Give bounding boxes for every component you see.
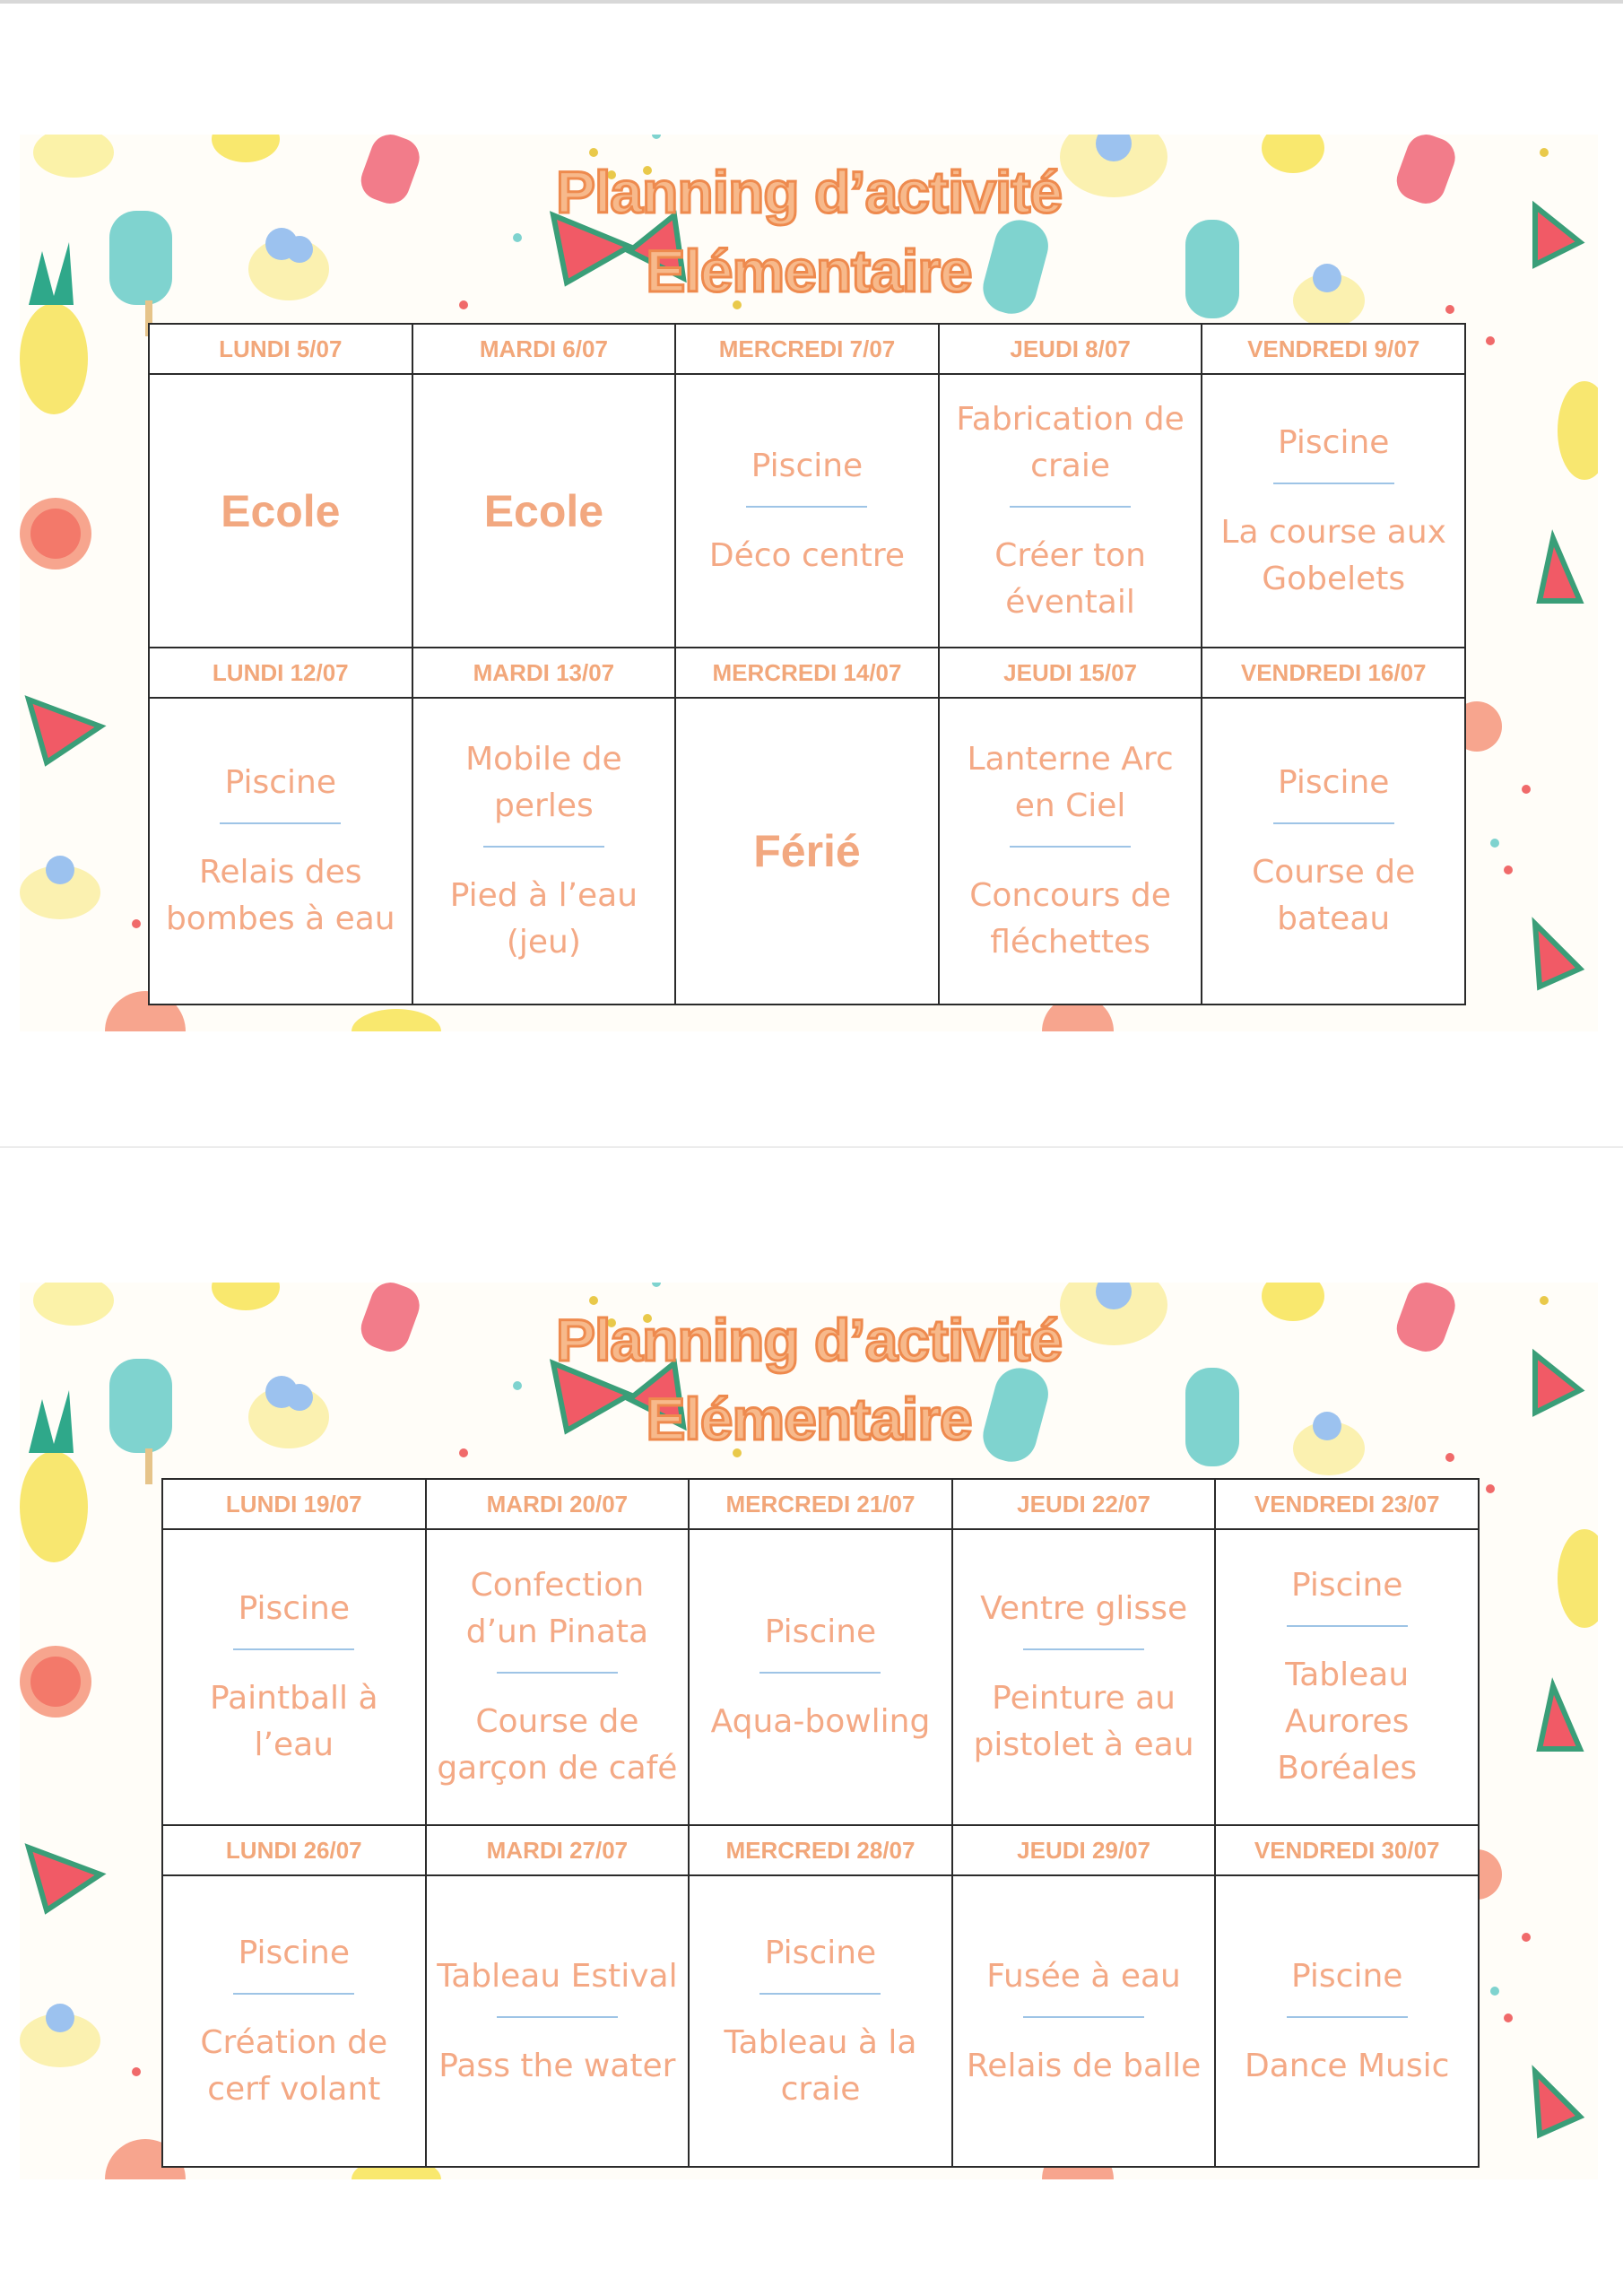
activity-morning: Piscine bbox=[764, 1613, 877, 1650]
grapefruit-icon bbox=[20, 498, 91, 570]
cupcake-icon bbox=[20, 2004, 100, 2067]
activity-afternoon: Concours de fléchettes bbox=[969, 877, 1171, 961]
activity-morning: Confection d’un Pinata bbox=[465, 1567, 649, 1650]
activity-morning: Piscine bbox=[224, 764, 337, 801]
pineapple-icon bbox=[1558, 381, 1598, 480]
activity-morning: Ventre glisse bbox=[980, 1590, 1188, 1627]
day-header: VENDREDI 9/07 bbox=[1202, 324, 1465, 374]
day-header: MERCREDI 14/07 bbox=[675, 648, 939, 698]
activity-morning: Piscine bbox=[764, 1934, 877, 1971]
activity-cell bbox=[1202, 374, 1465, 648]
day-header: MERCREDI 7/07 bbox=[675, 324, 939, 374]
activity-cell bbox=[426, 1875, 690, 2167]
day-header: LUNDI 19/07 bbox=[162, 1479, 426, 1529]
pineapple-icon bbox=[1558, 1529, 1598, 1628]
activity-row bbox=[149, 698, 1465, 1004]
activity-separator bbox=[1023, 1648, 1144, 1650]
activity-cell bbox=[952, 1529, 1216, 1825]
activity-separator bbox=[1287, 1625, 1408, 1627]
activity-afternoon: Déco centre bbox=[708, 536, 906, 574]
lemon-icon bbox=[352, 1009, 441, 1031]
activity-separator bbox=[233, 1648, 354, 1650]
activity-cell bbox=[1215, 1529, 1479, 1825]
activity-afternoon: Paintball à l’eau bbox=[210, 1680, 378, 1763]
activity-afternoon: Pass the water bbox=[438, 2047, 676, 2084]
activity-morning: Fusée à eau bbox=[986, 1957, 1181, 1995]
activity-separator bbox=[497, 1672, 618, 1674]
page-subtitle: Elémentaire bbox=[646, 238, 972, 304]
activity-cell bbox=[162, 1875, 426, 2167]
cupcake-icon bbox=[20, 856, 100, 919]
activity-morning: Mobile de perles bbox=[465, 741, 622, 824]
day-header: MARDI 27/07 bbox=[426, 1825, 690, 1875]
watermelon-icon bbox=[1540, 538, 1580, 601]
day-header: MERCREDI 28/07 bbox=[689, 1825, 952, 1875]
activity-separator bbox=[1023, 2016, 1144, 2018]
activity-cell bbox=[675, 374, 939, 648]
watermelon-icon bbox=[29, 700, 100, 762]
activity-afternoon: Relais de balle bbox=[966, 2047, 1202, 2084]
activity-row bbox=[149, 374, 1465, 648]
watermelon-icon bbox=[1540, 1686, 1580, 1749]
activity-cell bbox=[1202, 698, 1465, 1004]
activity-afternoon: Dance Music bbox=[1244, 2047, 1450, 2084]
page-title: Planning d’activité bbox=[555, 1307, 1063, 1373]
activity-cell bbox=[952, 1875, 1216, 2167]
day-header: LUNDI 5/07 bbox=[149, 324, 412, 374]
activity-morning: Fabrication de craie bbox=[956, 400, 1185, 484]
activity-morning: Piscine bbox=[1277, 423, 1390, 461]
day-header: JEUDI 8/07 bbox=[939, 324, 1202, 374]
header-row bbox=[149, 324, 1465, 374]
activity-morning: Piscine bbox=[1290, 1567, 1403, 1604]
activity-cell bbox=[412, 374, 676, 648]
activity-separator bbox=[1010, 846, 1131, 848]
activity-morning: Piscine bbox=[751, 447, 864, 484]
activity-afternoon: Création de cerf volant bbox=[200, 2023, 388, 2108]
activity-afternoon: Tableau Aurores Boréales bbox=[1277, 1657, 1418, 1787]
day-header: VENDREDI 30/07 bbox=[1215, 1825, 1479, 1875]
activity-separator bbox=[1287, 2016, 1408, 2018]
watermelon-icon bbox=[1535, 2072, 1580, 2135]
header-row bbox=[162, 1825, 1479, 1875]
day-header: LUNDI 12/07 bbox=[149, 648, 412, 698]
watermelon-icon bbox=[29, 1848, 100, 1910]
grapefruit-icon bbox=[20, 1646, 91, 1718]
activity-morning: Piscine bbox=[238, 1590, 351, 1627]
day-header: VENDREDI 23/07 bbox=[1215, 1479, 1479, 1529]
day-header: LUNDI 26/07 bbox=[162, 1825, 426, 1875]
day-header: MARDI 13/07 bbox=[412, 648, 676, 698]
activity-cell bbox=[939, 698, 1202, 1004]
activity-afternoon: Pied à l’eau (jeu) bbox=[449, 877, 638, 961]
activity-separator bbox=[233, 1993, 354, 1995]
activity-separator bbox=[1010, 506, 1131, 508]
activity-morning: Tableau Estival bbox=[437, 1957, 678, 1995]
activity-separator bbox=[220, 822, 341, 824]
activity-cell bbox=[412, 698, 676, 1004]
page-title: Planning d’activité bbox=[555, 159, 1063, 225]
activity-afternoon: Tableau à la craie bbox=[724, 2023, 917, 2108]
activity-separator bbox=[746, 506, 867, 508]
activity-morning: Piscine bbox=[1277, 764, 1390, 801]
page-subtitle: Elémentaire bbox=[646, 1386, 972, 1452]
activity-cell bbox=[1215, 1875, 1479, 2167]
activity-afternoon: Course de bateau bbox=[1252, 854, 1416, 937]
activity-morning: Piscine bbox=[1290, 1957, 1403, 1995]
day-header: JEUDI 15/07 bbox=[939, 648, 1202, 698]
activity-main: Férié bbox=[753, 826, 861, 876]
activity-afternoon: Peinture au pistolet à eau bbox=[973, 1680, 1194, 1763]
activity-row bbox=[162, 1875, 1479, 2167]
activity-afternoon: Course de garçon de café bbox=[437, 1703, 678, 1787]
activity-separator bbox=[483, 846, 604, 848]
activity-table bbox=[161, 1478, 1480, 2168]
activity-main: Ecole bbox=[483, 485, 604, 536]
activity-cell bbox=[939, 374, 1202, 648]
planning-sheet-1 bbox=[20, 135, 1598, 1031]
activity-afternoon: Créer ton éventail bbox=[994, 536, 1146, 621]
planning-sheet-2 bbox=[20, 1283, 1598, 2179]
activity-cell bbox=[149, 698, 412, 1004]
activity-row bbox=[162, 1529, 1479, 1825]
day-header: MARDI 6/07 bbox=[412, 324, 676, 374]
activity-separator bbox=[497, 2016, 618, 2018]
activity-cell bbox=[426, 1529, 690, 1825]
activity-afternoon: Aqua-bowling bbox=[710, 1703, 931, 1740]
activity-morning: Lanterne Arc en Ciel bbox=[967, 741, 1174, 824]
day-header: MERCREDI 21/07 bbox=[689, 1479, 952, 1529]
activity-separator bbox=[759, 1672, 881, 1674]
watermelon-icon bbox=[1535, 924, 1580, 987]
activity-main: Ecole bbox=[221, 485, 341, 536]
activity-separator bbox=[759, 1993, 881, 1995]
activity-cell bbox=[675, 698, 939, 1004]
activity-cell bbox=[689, 1529, 952, 1825]
header-row bbox=[162, 1479, 1479, 1529]
page-fold bbox=[0, 1146, 1623, 1148]
activity-cell bbox=[162, 1529, 426, 1825]
day-header: JEUDI 29/07 bbox=[952, 1825, 1216, 1875]
activity-cell bbox=[149, 374, 412, 648]
day-header: VENDREDI 16/07 bbox=[1202, 648, 1465, 698]
activity-separator bbox=[1273, 822, 1394, 824]
day-header: MARDI 20/07 bbox=[426, 1479, 690, 1529]
activity-afternoon: La course aux Gobelets bbox=[1220, 513, 1446, 597]
activity-afternoon: Relais des bombes à eau bbox=[165, 854, 395, 937]
activity-cell bbox=[689, 1875, 952, 2167]
activity-separator bbox=[1273, 483, 1394, 484]
header-row bbox=[149, 648, 1465, 698]
activity-morning: Piscine bbox=[238, 1934, 351, 1971]
activity-table bbox=[148, 323, 1466, 1005]
scan-edge bbox=[0, 0, 1623, 4]
day-header: JEUDI 22/07 bbox=[952, 1479, 1216, 1529]
